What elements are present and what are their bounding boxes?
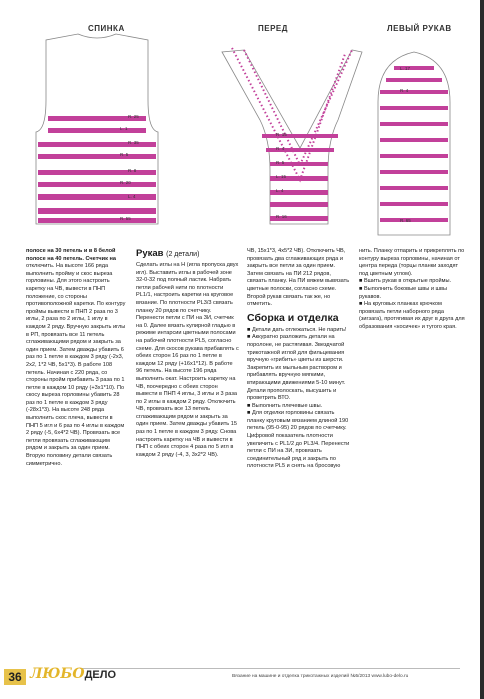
sleeve-stripe [380,186,448,190]
col4-item-1: ■ Вшить рукав в открытые проймы. [359,278,452,285]
column-4 [359,248,467,332]
page-spine [480,0,484,699]
page-number: 36 [4,669,26,685]
col4-intro: нить. Планку отпарить и прикреплять по контуру выреза горловины, начиная от центра переда (торцы планки заходят под цветным углом). [359,248,465,277]
sleeve-stripe [380,106,448,110]
back-stripe [38,154,156,159]
back-diagram [36,34,158,224]
col3-item-4: ■ Для отделки горловины связать планку круговым вязанием длиной 190 петель (95-0-95) 20 рядов по счетчику. Цифровой показатель плотности увеличить с PL1/2 до PL3/4. Перенести петли с ПИ на ЗИ, провязать соединительный ряд и закрыть по плотности PL5 и снять на бросовую [247,410,350,470]
assembly-section-title: Сборка и отделка [247,311,339,324]
sleeve-row-label: R. 4 [400,88,409,93]
back-row-label: R. 8 [128,168,137,173]
col2-body: Сделать иглы на Н (игла пропуска двух игл). Выставить иглы в рабочей зоне 32-0-32 под полный ластик. Набрать петли рабочей нити по плотности PL1/1, настроить каретки на круговое вязание. По плотности PL3/3 связать планку 20 рядов по счетчику. Перенести петли с ПИ на ЗИ, счетчик на 0. Далее вязать кулирной гладью в режиме интарсии цветными полосами на рабочей плотности PL5, согласно схеме. Для скосов рукава прибавлять с обеих сторон 16 раз по 1 петле в каждом 12 ряду (+16х1*12). В работе 96 петель. На высоте 196 ряда выполнить окат. Настроить каретку на ЧВ, поочередно с обеих сторон вывести в ПНП 4 иглы, 3 иглы и 3 раза по 2 иглы в каждом 2 ряду. Отключить ЧВ, провязать все 13 петель сглаживающим рядом и закрыть за один прием. Затем дважды убавить 15 раз по 1 петле в каждом 3 ряду. Снова настроить каретку на ЧВ и вывести в ПНП с обеих сторон 4 раза по 5 игл в каждом 2 ряду (-4, 3, 3х2*2 ЧВ). [136,262,239,458]
back-row-label: R. 55 [120,216,131,221]
back-stripe [48,128,146,133]
header-back: СПИНКА [88,24,125,33]
back-stripe [38,170,156,175]
front-stripe [262,134,338,138]
magazine-logo: ЛЮБОДЕЛО [30,666,117,682]
sleeve-stripe [380,122,448,126]
front-row-label: R. 5 [276,160,285,165]
footer-divider [80,668,460,669]
col3-item-3: ■ Выполнить плечевые швы. [247,402,323,409]
back-row-label: L. 1 [120,126,128,131]
sleeve-title: Рукав [136,248,164,259]
sleeve-subtitle: (2 детали) [166,251,200,258]
col3-item-2: ■ Аккуратно разложить детали на поролоне, не растягивая. Звездчатой трикотажной иглой для фильцевания вручную «грибить» цветы из шерсти. Закрепить их мыльным раствором и прибавлять вручную мягкими, втирающими движениями 5-10 минут. Детали прополоскать, высушить и проветрить ВТО. [247,334,346,402]
back-row-label: R. 25 [128,114,139,119]
sleeve-row-label: L. 17 [400,66,411,71]
column-3 [247,248,351,471]
col3-intro: ЧВ, 15х1*3, 4х5*2 ЧВ). Отключить ЧВ, провязать два сглаживающих ряда и закрыть все петли за один прием. Затем связать на ПИ 212 рядов, связать планку. На ПИ вяжем вывязать цветные полоски, согласно схеме. Второй рукав связать так же, но отметить. [247,248,350,308]
col1-body: отключить. На высоте 166 ряда выполнить пройму и скос выреза горловины. Для этого настроить каретку на ЧВ, вывести в ПНП положение, со стороны противоположной каретки. По контуру проймы вывести в ПНП 2 раза по 3 иглы, 2 раза по 2 иглы, 1 иглу в каждом 2 ряду. Вручную закрыть иглы в РП, провязать все 11 петель сглаживающими рядом и закрыть за один прием. Затем дважды убавить 6 раз по 1 петле в каждом 3 ряду (-2х3, 2х2, 1*2 ЧВ, 5х1*3). В работе 108 петель. Начиная с 220 ряда, со стороны пройм прибавить 3 раза по 1 петле в каждом 10 ряду (+3х1*10). По скосу выреза горловины убавить 28 раз по 1 петле в каждом 3 ряду (-28х1*3). На высоте 248 ряда выполнить скос плеча, вывести в ПНП 5 игл и 6 раз по 4 иглы в каждом 2 ряду (-5, 6х4*2 ЧВ). Провязать все петли провязать сглаживающим рядом и закрыть за один прием. Вторую половину детали связать симметрично. [26,263,126,467]
sleeve-stripe [380,138,448,142]
col1-lead: полосе на 30 петель и в 8 белой полосе на 40 петель. Счетчик на [26,248,116,262]
sleeve-stripe [380,218,448,222]
sleeve-diagram [378,52,450,235]
back-row-label: R. 5 [120,152,129,157]
back-row-label: L. 4 [128,194,136,199]
sleeve-stripe [386,78,442,82]
back-stripe [38,194,156,200]
back-row-label: R. 20 [120,180,131,185]
header-front: ПЕРЕД [258,24,288,33]
footer-text: Вязание на машине и отделка трикотажных изделий №5/2013 www.lubo-delo.ru [232,674,409,679]
front-row-label: R. 4 [276,146,285,151]
column-2 [136,248,240,459]
knitting-diagrams [0,30,484,240]
sleeve-stripe [380,170,448,174]
back-stripe [38,208,156,214]
front-diagram [222,48,362,224]
header-sleeve: ЛЕВЫЙ РУКАВ [387,24,452,33]
sleeve-stripe [380,202,448,206]
back-stripe [38,218,156,223]
column-1 [26,248,126,468]
back-row-label: R. 35 [128,140,139,145]
col3-item-1: ■ Детали дать отлежаться. Не парить! [247,326,347,333]
sleeve-row-label: R. 65 [400,218,411,223]
front-row-label: R. 16 [276,214,287,219]
sleeve-stripe [380,154,448,158]
front-row-label: L. 4 [276,188,284,193]
front-row-label: L. 15 [276,174,287,179]
sleeve-section-title [136,248,240,260]
front-stripe [270,202,328,207]
col4-item-2: ■ Выполнить боковые швы и швы рукавов. [359,285,447,300]
sleeve-stripe [380,90,448,94]
back-stripe [38,182,156,187]
front-row-label: R. 15 [276,132,287,137]
col4-item-3: ■ На круговых планках крючком провязать петли наборного ряда (зигзага), протягивая их друг в друга для образования «косичек» и тугого края. [359,301,465,330]
